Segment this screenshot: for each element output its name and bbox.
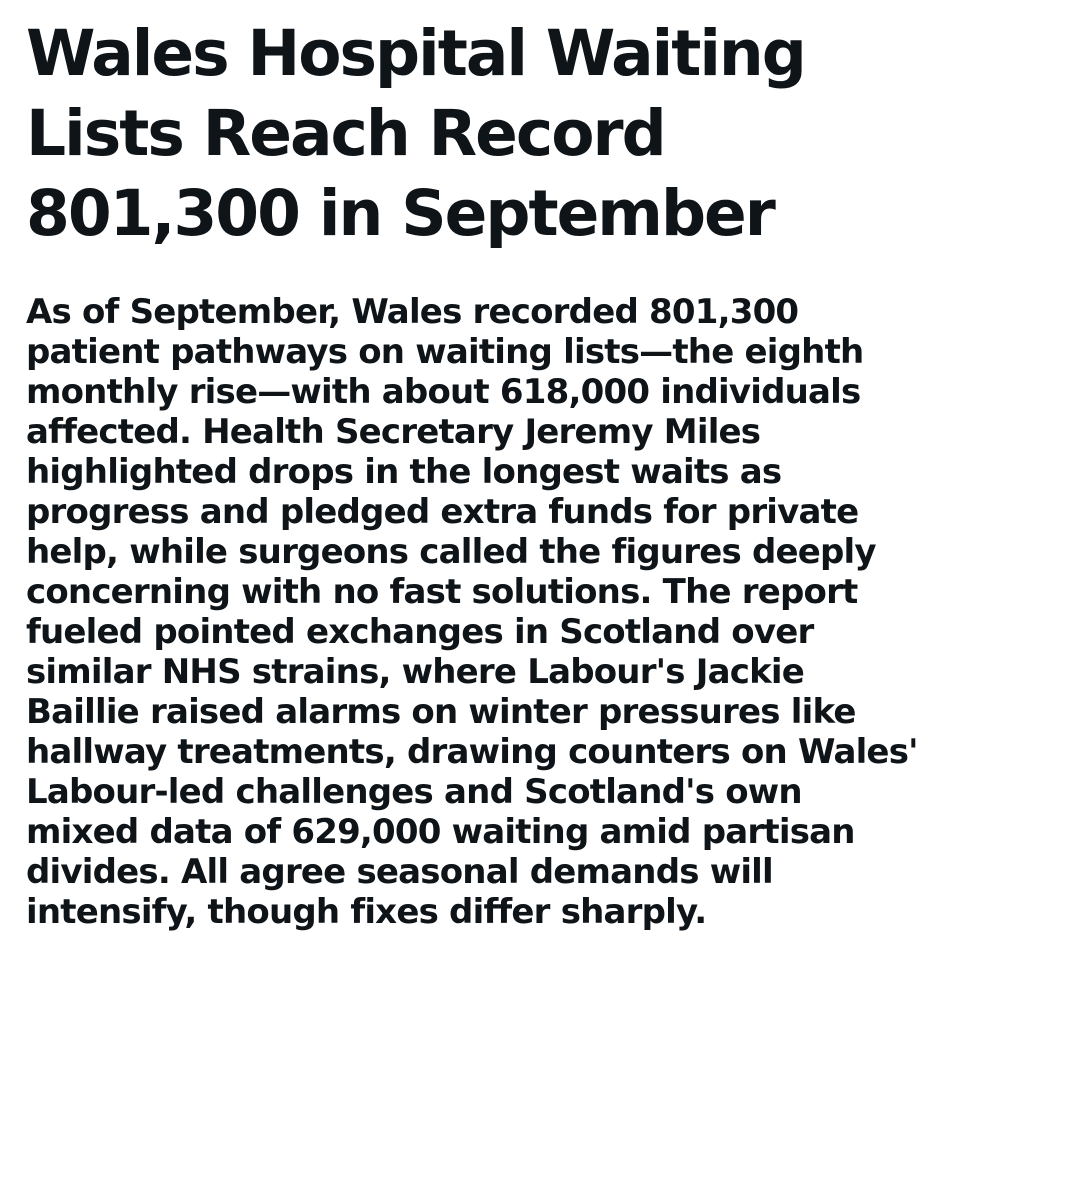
headline-line: 801,300 in September [26,177,774,250]
summary-line: As of September, Wales recorded 801,300 [26,292,799,332]
summary-line: Baillie raised alarms on winter pressures like [26,692,856,732]
summary-line: divides. All agree seasonal demands will [26,852,773,892]
article [26,14,1026,932]
summary-line: concerning with no fast solutions. The report [26,572,858,612]
summary-line: similar NHS strains, where Labour's Jackie [26,652,805,692]
summary-line: mixed data of 629,000 waiting amid partisan [26,812,855,852]
summary-line: monthly rise—with about 618,000 individuals [26,372,861,412]
summary-line: patient pathways on waiting lists—the eighth [26,332,864,372]
summary-line: Labour-led challenges and Scotland's own [26,772,802,812]
headline [26,14,1026,254]
summary-line: hallway treatments, drawing counters on Wales' [26,732,918,772]
summary-paragraph [26,292,1026,932]
summary-line: fueled pointed exchanges in Scotland over [26,612,814,652]
summary-line: affected. Health Secretary Jeremy Miles [26,412,761,452]
summary-line: progress and pledged extra funds for private [26,492,859,532]
headline-line: Wales Hospital Waiting [26,17,805,90]
summary-line: highlighted drops in the longest waits as [26,452,782,492]
summary-line: help, while surgeons called the figures deeply [26,532,876,572]
headline-line: Lists Reach Record [26,97,665,170]
summary-line: intensify, though fixes differ sharply. [26,892,707,932]
